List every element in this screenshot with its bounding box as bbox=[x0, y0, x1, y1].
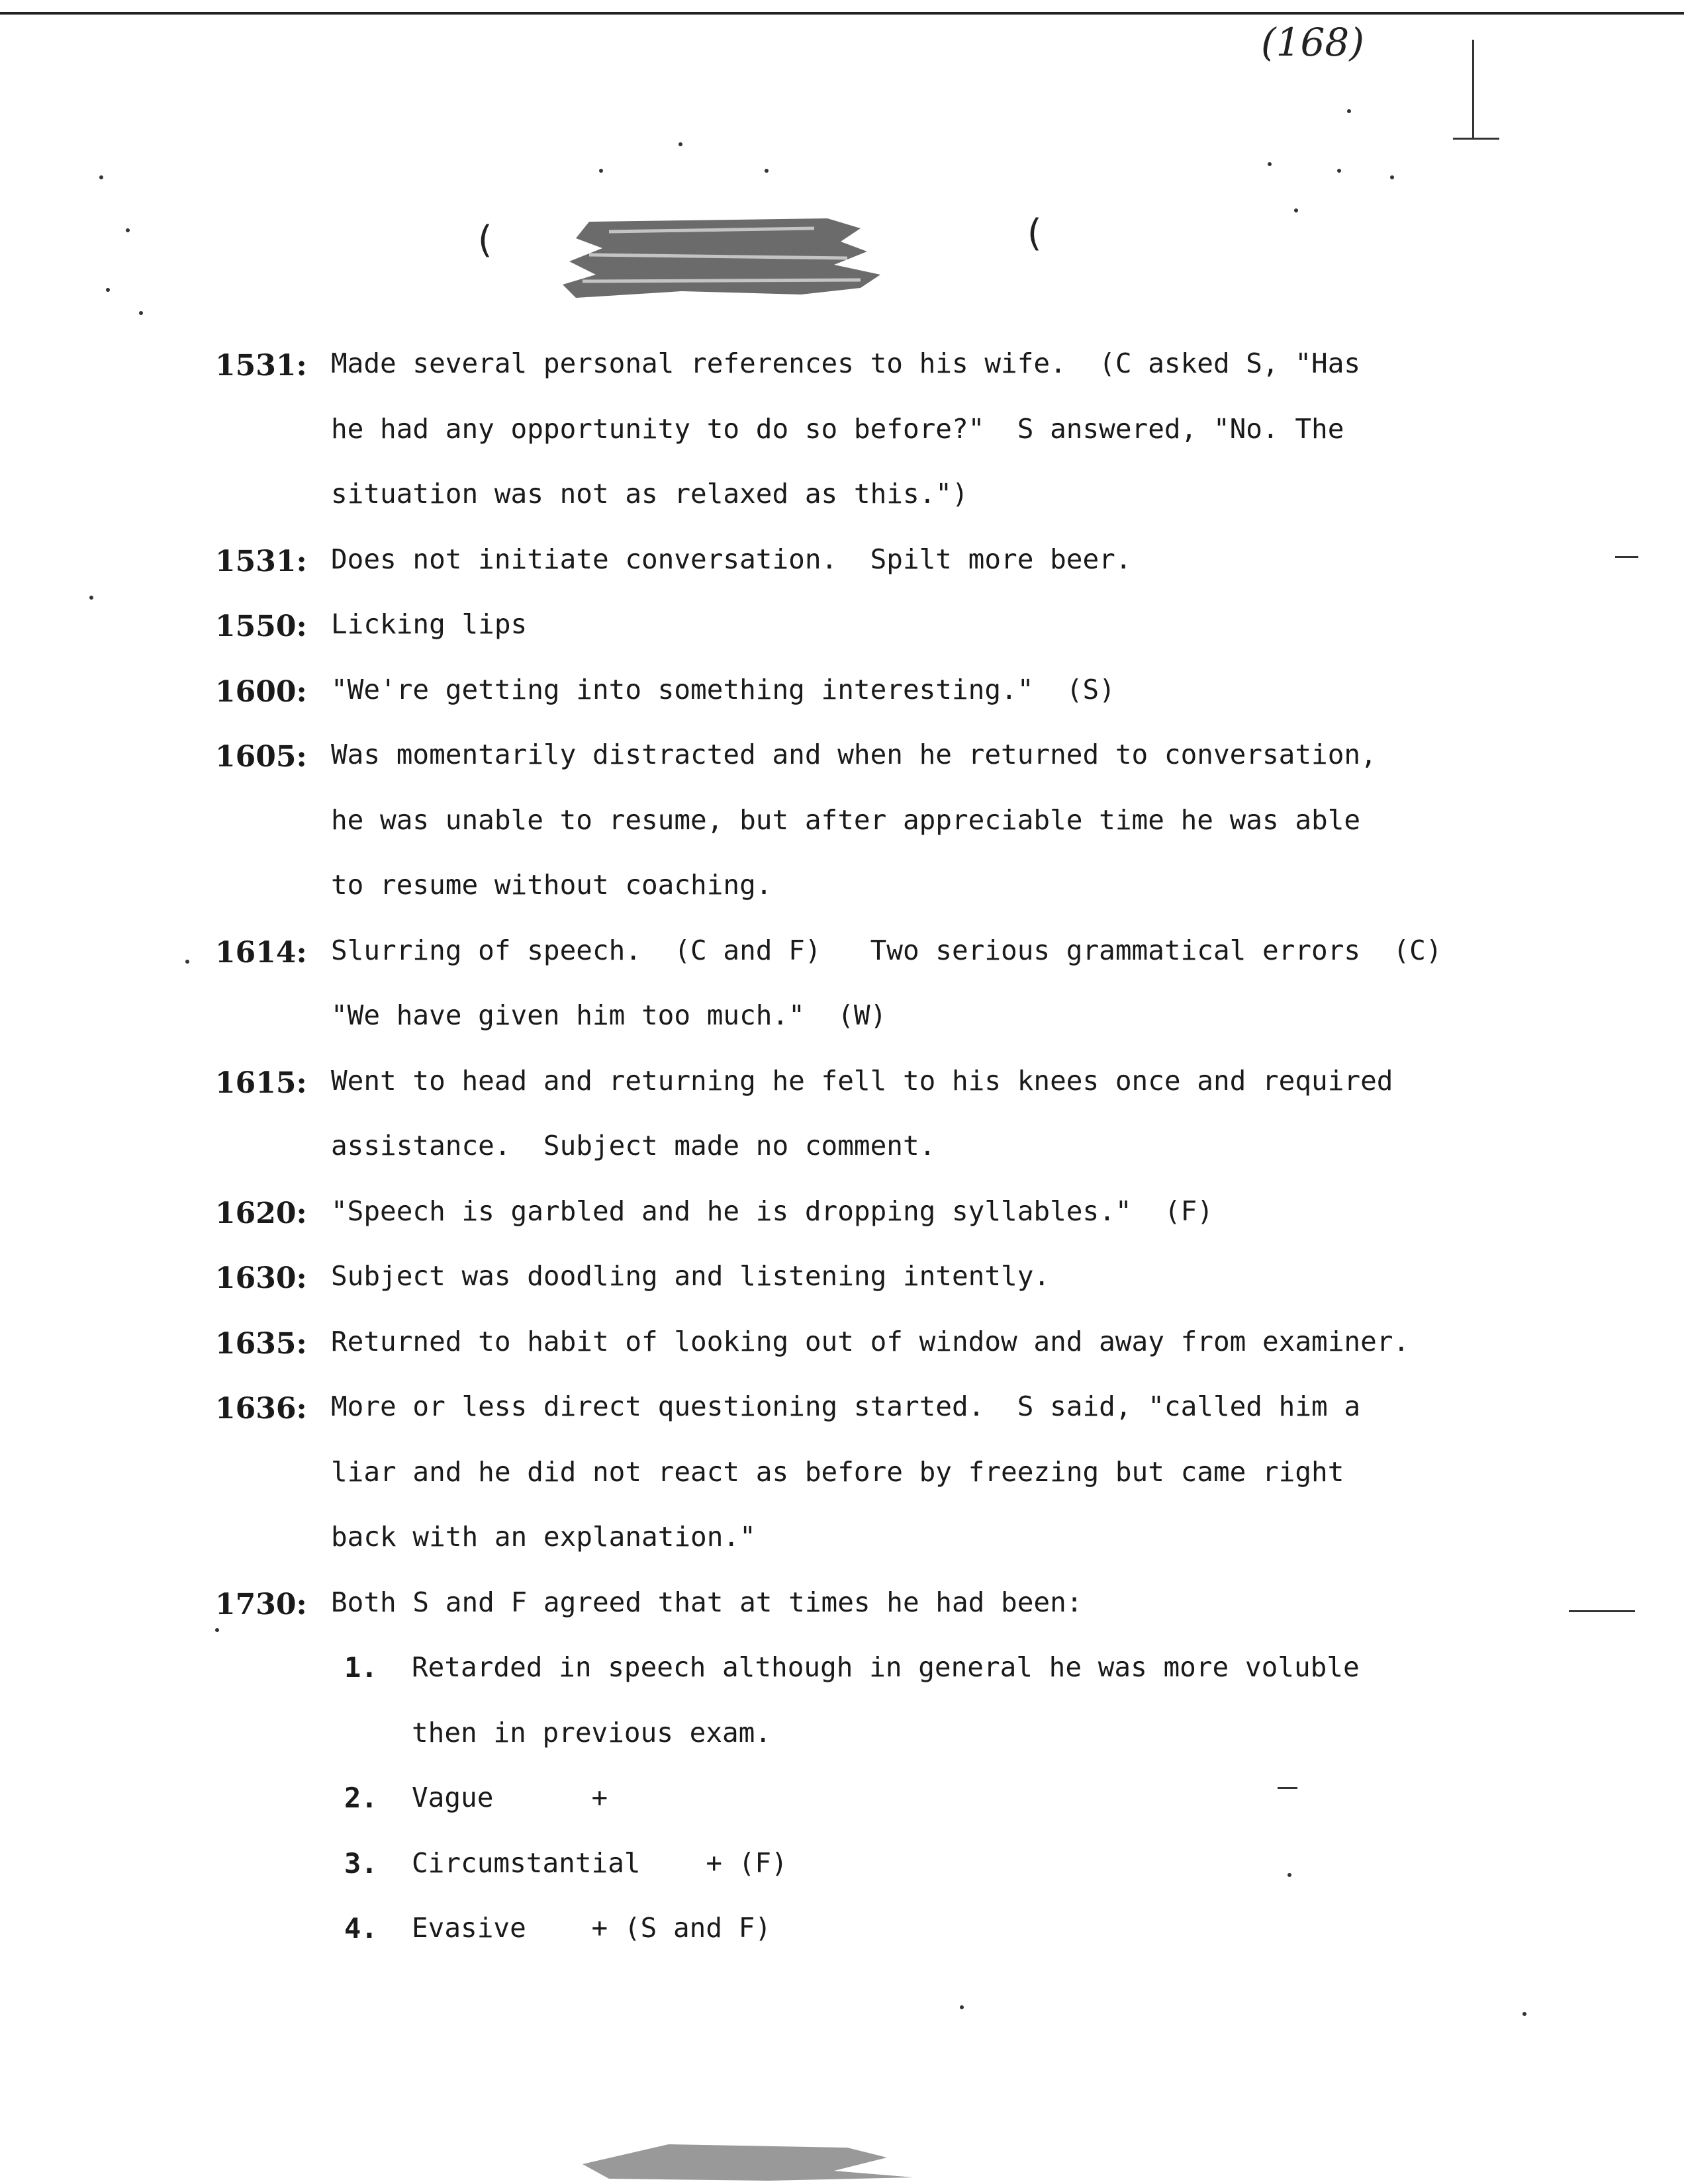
speck bbox=[215, 1628, 219, 1632]
entry-text-line: "We have given him too much." (W) bbox=[331, 999, 887, 1031]
speck bbox=[765, 169, 769, 173]
entry-time: 1620: bbox=[215, 1196, 307, 1230]
entry-text-line: Went to head and returning he fell to his knees once and required bbox=[331, 1064, 1393, 1097]
entry-text-line: Licking lips bbox=[331, 608, 528, 640]
speck bbox=[599, 169, 603, 173]
entry-time: 1531: bbox=[215, 349, 307, 383]
entry-text-line: he was unable to resume, but after appreciable time he was able bbox=[331, 803, 1361, 836]
left-paren: ( bbox=[473, 218, 496, 261]
entry-text-line: back with an explanation." bbox=[331, 1521, 756, 1553]
list-item-text-line: Circumstantial + (F) bbox=[412, 1846, 788, 1879]
entry-time: 1636: bbox=[215, 1392, 307, 1426]
list-item-number: 2. bbox=[344, 1782, 378, 1814]
list-item-text-line: then in previous exam. bbox=[412, 1716, 772, 1749]
speck bbox=[185, 960, 189, 964]
entry-text-line: "Speech is garbled and he is dropping syllables." (F) bbox=[331, 1195, 1213, 1227]
list-item-number: 4. bbox=[344, 1912, 378, 1944]
entry-text-line: More or less direct questioning started. S said, "called him a bbox=[331, 1390, 1361, 1422]
entry-text-line: Made several personal references to his wife. (C asked S, "Has bbox=[331, 347, 1361, 379]
margin-dash bbox=[1615, 556, 1638, 558]
entry-text-line: "We're getting into something interesting." (S) bbox=[331, 673, 1115, 705]
speck bbox=[89, 596, 93, 600]
entry-time: 1630: bbox=[215, 1261, 307, 1295]
margin-dash bbox=[1569, 1610, 1635, 1612]
speck bbox=[960, 2005, 964, 2009]
speck bbox=[1287, 1873, 1291, 1877]
margin-dash bbox=[1278, 1787, 1297, 1789]
speck bbox=[1347, 109, 1351, 113]
entry-time: 1600: bbox=[215, 674, 307, 709]
margin-dash bbox=[1453, 138, 1499, 140]
entry-text-line: to resume without coaching. bbox=[331, 869, 772, 901]
list-item-text-line: Evasive + (S and F) bbox=[412, 1912, 772, 1944]
speck bbox=[1390, 175, 1394, 179]
list-item-text-line: Vague + bbox=[412, 1782, 608, 1813]
entry-time: 1635: bbox=[215, 1326, 307, 1361]
list-item-number: 1. bbox=[344, 1651, 378, 1684]
entry-text-line: Slurring of speech. (C and F) Two serious grammatical errors (C) bbox=[331, 934, 1442, 966]
right-paren: ( bbox=[1023, 212, 1045, 255]
entry-text-line: liar and he did not react as before by freezing but came right bbox=[331, 1455, 1344, 1488]
speck bbox=[1522, 2012, 1526, 2016]
speck bbox=[106, 288, 110, 292]
speck bbox=[678, 142, 682, 146]
speck bbox=[1268, 162, 1272, 166]
entry-time: 1605: bbox=[215, 740, 307, 774]
entry-time: 1614: bbox=[215, 935, 307, 970]
speck bbox=[1337, 169, 1341, 173]
entry-text-line: he had any opportunity to do so before?" S answered, "No. The bbox=[331, 412, 1344, 445]
entry-time: 1550: bbox=[215, 610, 307, 643]
speck bbox=[126, 228, 130, 232]
speck bbox=[1294, 208, 1298, 212]
speck bbox=[139, 311, 143, 315]
entry-time: 1531: bbox=[215, 544, 307, 578]
entry-time: 1730: bbox=[215, 1587, 307, 1621]
entry-text-line: Was momentarily distracted and when he returned to conversation, bbox=[331, 739, 1377, 770]
speck bbox=[99, 175, 103, 179]
redaction-mark-bottom bbox=[569, 2131, 940, 2184]
entry-text-line: situation was not as relaxed as this.") bbox=[331, 478, 968, 510]
top-border-line bbox=[0, 12, 1684, 15]
entry-text-line: Does not initiate conversation. Spilt more beer. bbox=[331, 543, 1132, 575]
entry-text-line: Subject was doodling and listening intently. bbox=[331, 1260, 1051, 1292]
page-number: (168) bbox=[1261, 20, 1364, 65]
entry-text-line: assistance. Subject made no comment. bbox=[331, 1130, 936, 1161]
list-item-number: 3. bbox=[344, 1846, 378, 1880]
redaction-mark-top bbox=[549, 202, 900, 308]
margin-mark bbox=[1472, 40, 1474, 139]
entry-time: 1615: bbox=[215, 1066, 307, 1100]
entry-text-line: Returned to habit of looking out of window and away from examiner. bbox=[331, 1325, 1410, 1357]
entry-text-line: Both S and F agreed that at times he had been: bbox=[331, 1586, 1083, 1618]
list-item-text-line: Retarded in speech although in general he was more voluble bbox=[412, 1651, 1360, 1683]
